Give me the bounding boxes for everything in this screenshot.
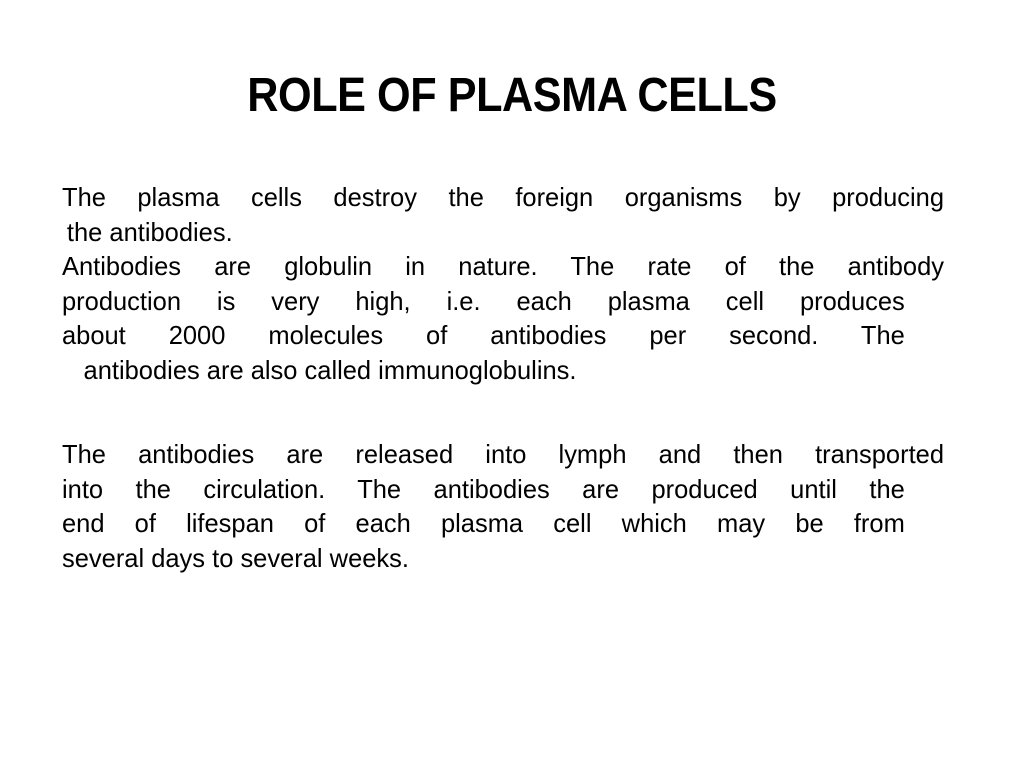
paragraph-line: Antibodies are globulin in nature. The rate of the antibody xyxy=(62,251,944,281)
paragraph-line: The plasma cells destroy the foreign organisms by producing xyxy=(62,182,944,212)
slide-body xyxy=(62,180,962,575)
paragraph-line: about 2000 molecules of antibodies per second. The xyxy=(62,320,905,350)
paragraph-antibodies-released xyxy=(62,437,944,575)
paragraph-antibodies-globulin xyxy=(62,249,944,387)
paragraph-line: into the circulation. The antibodies are produced until the xyxy=(62,473,905,504)
paragraph-plasma-cells-destroy xyxy=(62,180,944,249)
paragraph-line: end of lifespan of each plasma cell which may be from xyxy=(62,508,905,538)
paragraph-line: The antibodies are released into lymph and then transported xyxy=(62,439,944,469)
paragraph-line: antibodies are also called immunoglobulins. xyxy=(83,354,577,385)
paragraph-line: several days to several weeks. xyxy=(62,542,409,573)
slide-title: ROLE OF PLASMA CELLS xyxy=(247,69,777,122)
paragraph-line: production is very high, i.e. each plasma cell produces xyxy=(62,285,905,316)
paragraph-line: the antibodies. xyxy=(66,216,233,247)
